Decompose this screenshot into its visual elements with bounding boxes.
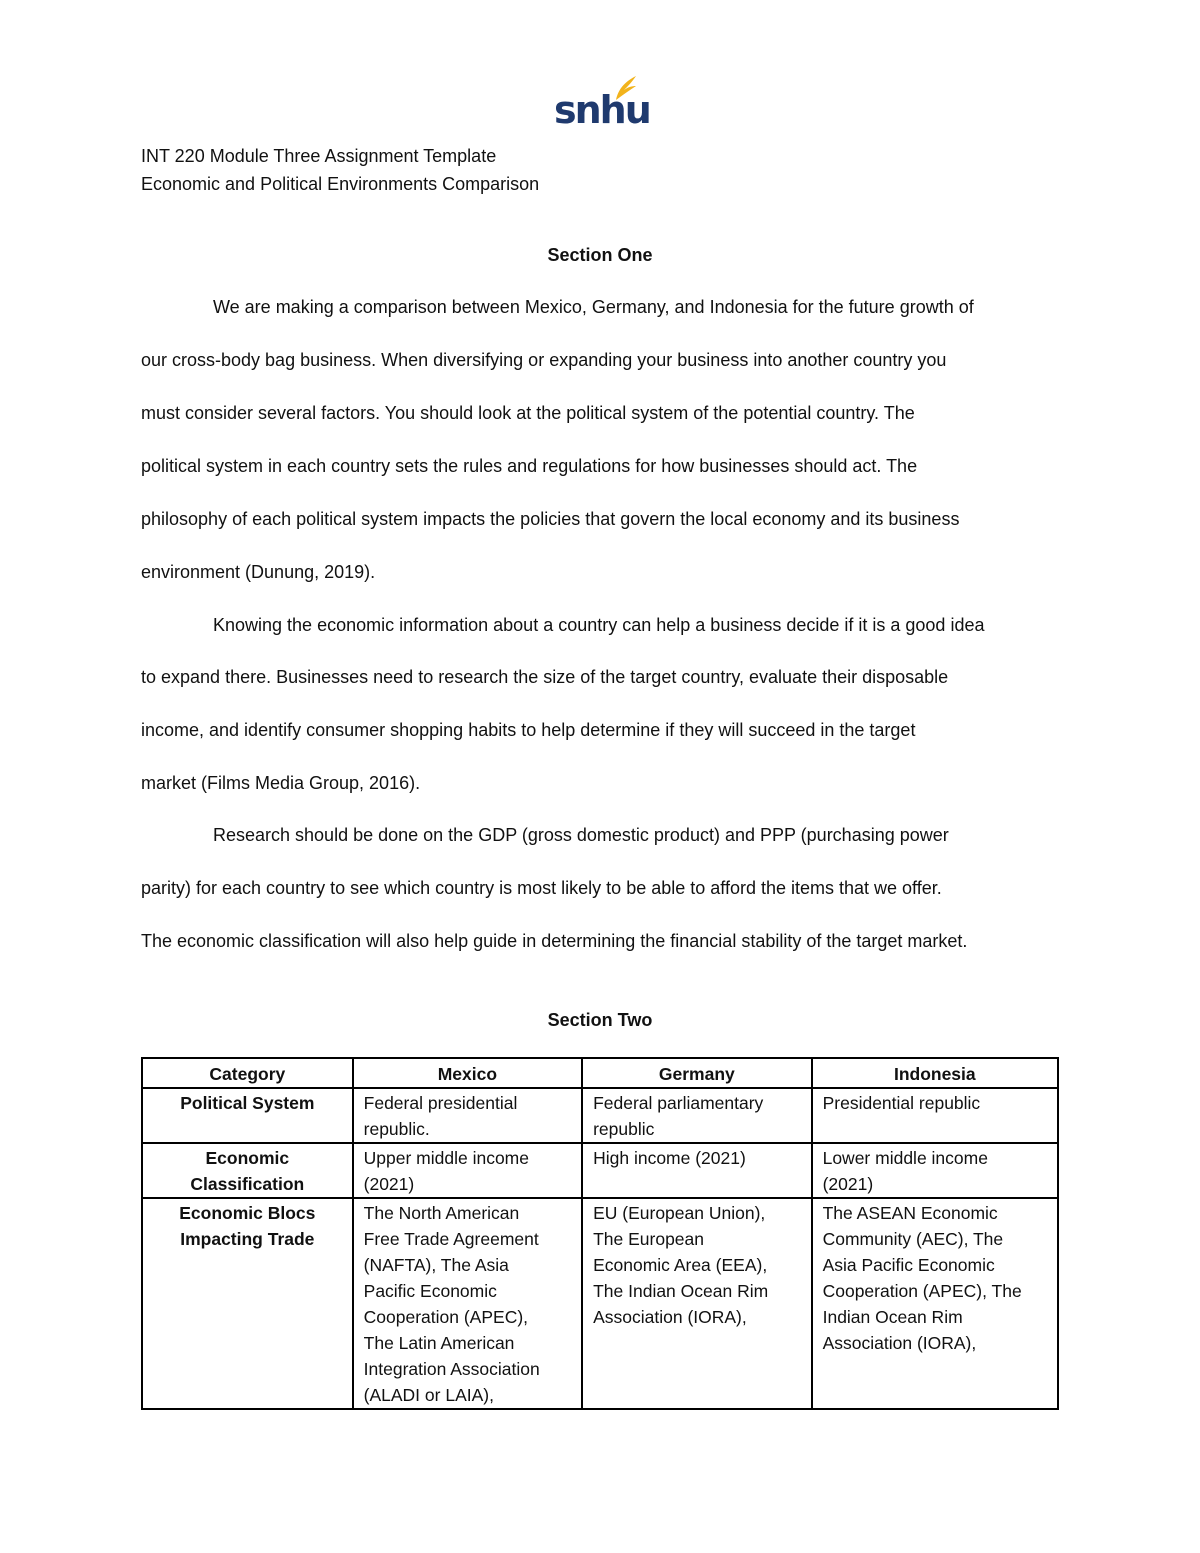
section-two-title: Section Two [547,1010,653,1030]
table-row [142,1198,1058,1409]
cell-line: republic [593,1119,655,1139]
comparison-table [141,1057,1059,1410]
cell-line: Political System [180,1093,315,1113]
row-category-cell [142,1198,353,1409]
snhu-logo [554,74,650,132]
cell-line: EU (European Union), [593,1203,766,1223]
body-line: parity) for each country to see which country is most likely to be able to afford the items that we offer. [141,878,942,898]
cell-line: Federal parliamentary [593,1093,764,1113]
germany-cell [582,1143,812,1198]
cell-line: Upper middle income [363,1148,529,1168]
cell-line: (2021) [363,1174,415,1194]
body-line: to expand there. Businesses need to research the size of the target country, evaluate their disposable [141,667,949,687]
cell-line: Association (IORA), [822,1333,977,1353]
cell-line: republic. [363,1119,430,1139]
assignment-subtitle: Economic and Political Environments Comparison [141,174,540,194]
table-row [142,1088,1058,1143]
cell-line: The North American [363,1203,520,1223]
body-line: The economic classification will also help guide in determining the financial stability of the target market. [141,931,968,951]
logo-wordmark: snhu [554,88,650,132]
body-line: must consider several factors. You should look at the political system of the potential country. The [141,403,915,423]
cell-line: The Latin American [363,1333,515,1353]
section-one-title: Section One [547,245,653,265]
body-line: We are making a comparison between Mexico, Germany, and Indonesia for the future growth of [213,297,974,317]
body-line: Knowing the economic information about a country can help a business decide if it is a good idea [213,615,985,635]
cell-line: High income (2021) [593,1148,746,1168]
cell-line: Lower middle income [822,1148,988,1168]
germany-cell [582,1088,812,1143]
indonesia-cell [812,1143,1058,1198]
cell-line: Classification [190,1174,305,1194]
cell-line: Economic Blocs [179,1203,316,1223]
header-indonesia: Indonesia [812,1058,1058,1088]
table-row [142,1143,1058,1198]
row-category-cell [142,1088,353,1143]
cell-line: Association (IORA), [593,1307,747,1327]
indonesia-cell [812,1088,1058,1143]
cell-line: Presidential republic [822,1093,981,1113]
cell-line: The European [593,1229,705,1249]
body-line: our cross-body bag business. When diversifying or expanding your business into another country you [141,350,947,370]
cell-line: Pacific Economic [363,1281,497,1301]
indonesia-cell [812,1198,1058,1409]
row-category-cell [142,1143,353,1198]
assignment-title: INT 220 Module Three Assignment Template [141,146,497,166]
cell-line: Economic [205,1148,290,1168]
header-mexico: Mexico [353,1058,582,1088]
cell-line: The Indian Ocean Rim [593,1281,769,1301]
body-line: Research should be done on the GDP (gross domestic product) and PPP (purchasing power [213,825,949,845]
cell-line: The ASEAN Economic [822,1203,998,1223]
germany-cell [582,1198,812,1409]
cell-line: (NAFTA), The Asia [363,1255,509,1275]
cell-line: Integration Association [363,1359,540,1379]
cell-line: Community (AEC), The [822,1229,1004,1249]
mexico-cell [353,1088,582,1143]
cell-line: Asia Pacific Economic [822,1255,995,1275]
cell-line: Cooperation (APEC), [363,1307,529,1327]
mexico-cell [353,1198,582,1409]
mexico-cell [353,1143,582,1198]
body-line: philosophy of each political system impacts the policies that govern the local economy and its business [141,509,960,529]
cell-line: (ALADI or LAIA), [363,1385,494,1405]
body-line: political system in each country sets the rules and regulations for how businesses should act. The [141,456,918,476]
header-category: Category [142,1058,353,1088]
header-germany: Germany [582,1058,812,1088]
body-line: market (Films Media Group, 2016). [141,773,421,793]
cell-line: Impacting Trade [180,1229,315,1249]
body-line: environment (Dunung, 2019). [141,562,376,582]
cell-line: Cooperation (APEC), The [822,1281,1022,1301]
body-line: income, and identify consumer shopping habits to help determine if they will succeed in the target [141,720,916,740]
cell-line: Free Trade Agreement [363,1229,539,1249]
table-header-row [142,1058,1058,1088]
cell-line: Economic Area (EEA), [593,1255,768,1275]
cell-line: Federal presidential [363,1093,518,1113]
cell-line: Indian Ocean Rim [822,1307,963,1327]
cell-line: (2021) [822,1174,874,1194]
